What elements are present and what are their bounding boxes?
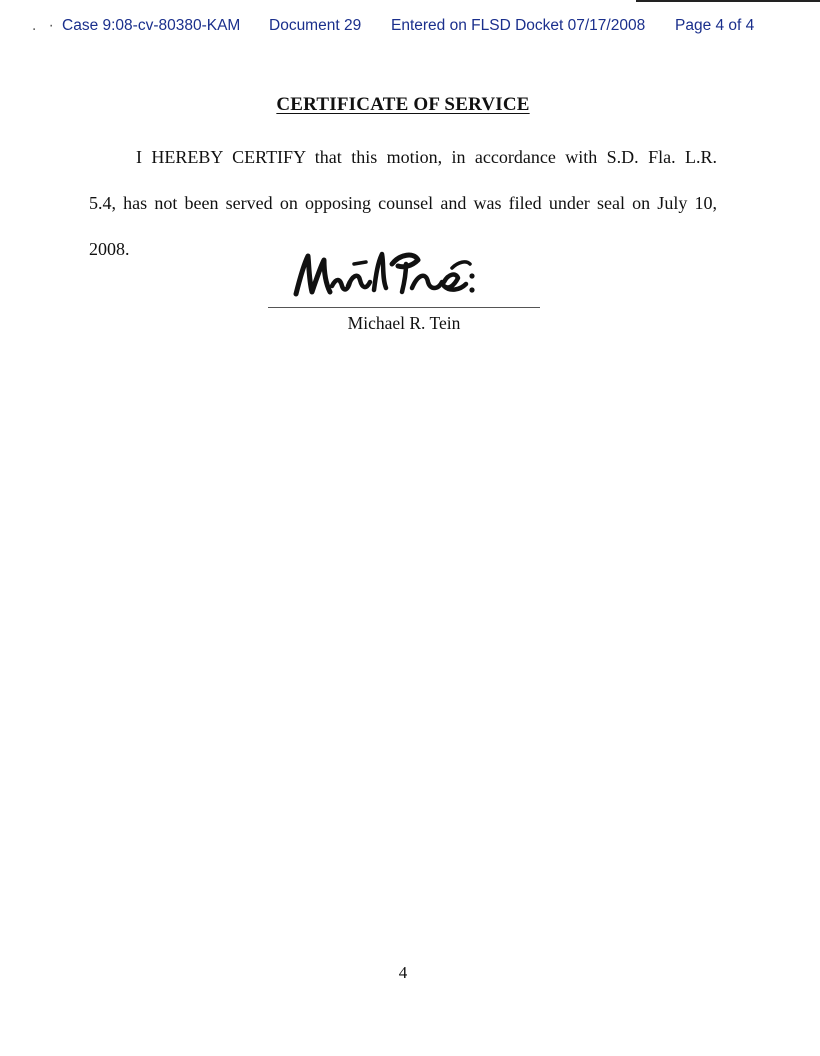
- signature-line: [268, 307, 540, 308]
- scan-artifact-dots: . ·: [32, 17, 58, 34]
- case-number: Case 9:08-cv-80380-KAM: [62, 17, 241, 34]
- certificate-line-2: 5.4, has not been served on opposing counsel and was filed under seal on July 10,: [89, 193, 717, 213]
- handwritten-signature: [282, 242, 482, 304]
- docket-entry-date: Entered on FLSD Docket 07/17/2008: [391, 17, 646, 34]
- certificate-title: CERTIFICATE OF SERVICE: [276, 94, 530, 115]
- certificate-line-3: 2008.: [89, 239, 130, 259]
- page-number: 4: [398, 963, 408, 982]
- document-number: Document 29: [269, 17, 362, 34]
- certificate-line-1: I HEREBY CERTIFY that this motion, in accordance with S.D. Fla. L.R.: [136, 147, 717, 167]
- top-edge-rule: [636, 0, 820, 2]
- signer-name: Michael R. Tein: [347, 313, 461, 333]
- page-of-total: Page 4 of 4: [675, 17, 755, 34]
